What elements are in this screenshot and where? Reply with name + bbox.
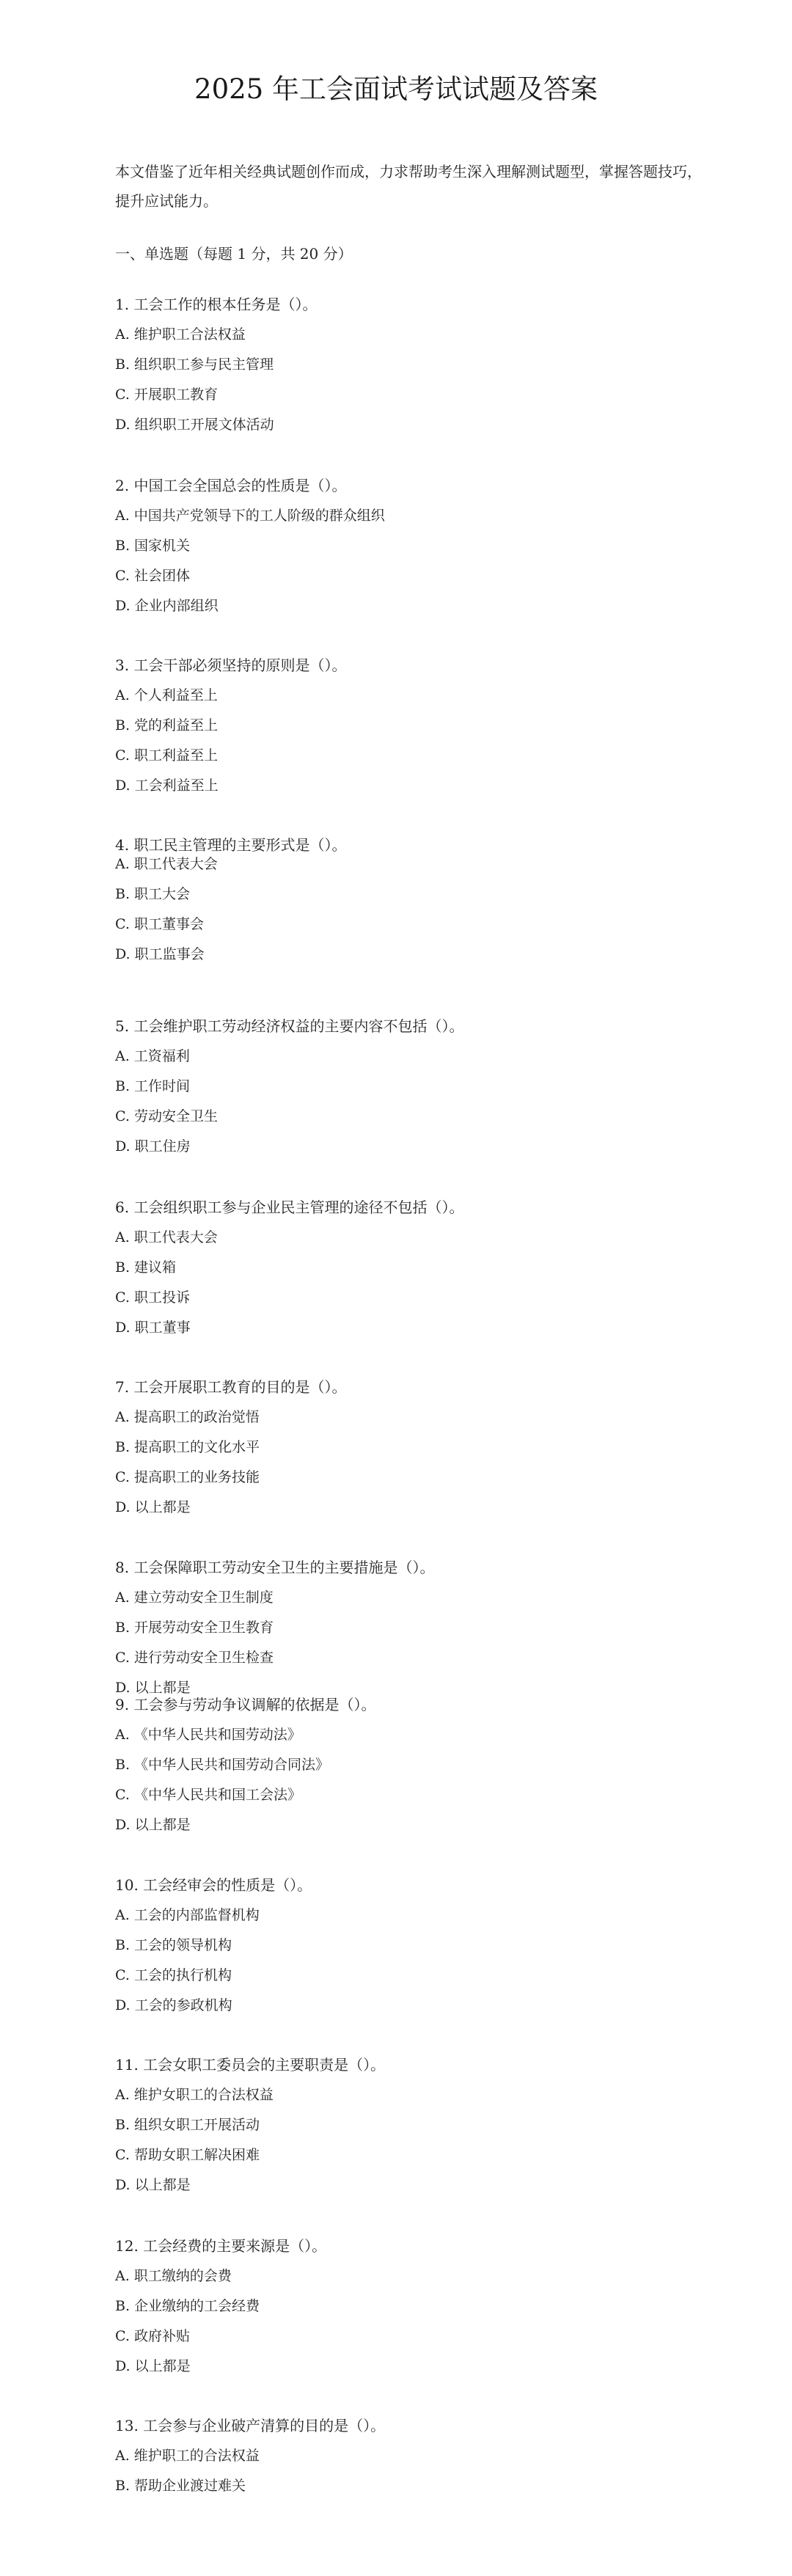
question-stem: 9. 工会参与劳动争议调解的依据是（）。 — [115, 1696, 376, 1713]
question-stem: 4. 职工民主管理的主要形式是（）。 — [115, 836, 347, 854]
option-a: A. 维护女职工的合法权益 — [115, 2087, 274, 2103]
question-13 — [115, 2415, 716, 2505]
question-stem: 1. 工会工作的根本任务是（）。 — [115, 296, 318, 313]
option-a: A. 工会的内部监督机构 — [115, 1907, 260, 1923]
section-heading: 一、单选题（每题 1 分，共 20 分） — [115, 245, 353, 263]
question-6 — [115, 1196, 716, 1347]
option-d: D. 职工监事会 — [115, 946, 205, 962]
option-a: A. 职工代表大会 — [115, 1229, 218, 1245]
question-8 — [115, 1556, 716, 1699]
option-d: D. 企业内部组织 — [115, 598, 219, 614]
option-a: A. 维护职工合法权益 — [115, 326, 246, 343]
option-d: D. 组织职工开展文体活动 — [115, 417, 274, 433]
question-stem: 10. 工会经审会的性质是（）。 — [115, 1876, 312, 1894]
option-d: D. 工会利益至上 — [115, 777, 219, 794]
option-b: B. 组织职工参与民主管理 — [115, 356, 274, 373]
option-b: B. 党的利益至上 — [115, 717, 219, 733]
option-d: D. 以上都是 — [115, 1817, 191, 1833]
option-d: D. 以上都是 — [115, 2358, 191, 2374]
option-c: C. 社会团体 — [115, 568, 190, 584]
option-d: D. 以上都是 — [115, 2177, 191, 2193]
option-c: C. 职工董事会 — [115, 916, 204, 932]
option-c: C. 《中华人民共和国工会法》 — [115, 1787, 301, 1803]
option-b: B. 帮助企业渡过难关 — [115, 2478, 246, 2494]
option-c: C. 职工利益至上 — [115, 747, 218, 764]
option-c: C. 帮助女职工解决困难 — [115, 2147, 260, 2163]
option-a: A. 工资福利 — [115, 1048, 190, 1064]
document-title: 2025 年工会面试考试试题及答案 — [194, 73, 598, 105]
option-a: A. 《中华人民共和国劳动法》 — [115, 1727, 301, 1743]
option-a: A. 职工缴纳的会费 — [115, 2268, 232, 2284]
option-b: B. 工作时间 — [115, 1078, 191, 1094]
option-b: B. 国家机关 — [115, 538, 191, 554]
option-b: B. 建议箱 — [115, 1259, 177, 1276]
question-stem: 2. 中国工会全国总会的性质是（）。 — [115, 477, 347, 494]
option-d: D. 职工住房 — [115, 1138, 191, 1155]
option-a: A. 建立劳动安全卫生制度 — [115, 1589, 274, 1606]
option-a: A. 职工代表大会 — [115, 856, 218, 872]
option-c: C. 工会的执行机构 — [115, 1967, 232, 1983]
question-4 — [115, 834, 716, 973]
option-b: B. 开展劳动安全卫生教育 — [115, 1620, 274, 1636]
intro-paragraph: 本文借鉴了近年相关经典试题创作而成，力求帮助考生深入理解测试题型，掌握答题技巧，提升应试能力。 — [115, 163, 702, 210]
option-c: C. 提高职工的业务技能 — [115, 1469, 260, 1485]
option-b: B. 企业缴纳的工会经费 — [115, 2298, 260, 2314]
question-stem: 12. 工会经费的主要来源是（）。 — [115, 2237, 327, 2255]
option-c: C. 政府补贴 — [115, 2328, 190, 2344]
question-stem: 7. 工会开展职工教育的目的是（）。 — [115, 1378, 347, 1396]
question-stem: 5. 工会维护职工劳动经济权益的主要内容不包括（）。 — [115, 1017, 464, 1035]
option-a: A. 个人利益至上 — [115, 687, 218, 703]
question-5 — [115, 1015, 716, 1166]
question-9 — [115, 1694, 716, 1844]
option-c: C. 进行劳动安全卫生检查 — [115, 1650, 274, 1666]
question-stem: 11. 工会女职工委员会的主要职责是（）。 — [115, 2056, 386, 2074]
option-b: B. 《中华人民共和国劳动合同法》 — [115, 1757, 330, 1773]
option-a: A. 提高职工的政治觉悟 — [115, 1409, 260, 1425]
option-d: D. 职工董事 — [115, 1320, 191, 1336]
question-stem: 13. 工会参与企业破产清算的目的是（）。 — [115, 2417, 386, 2434]
question-stem: 6. 工会组织职工参与企业民主管理的途径不包括（）。 — [115, 1199, 464, 1216]
option-a: A. 维护职工的合法权益 — [115, 2448, 260, 2464]
option-b: B. 工会的领导机构 — [115, 1937, 232, 1953]
option-b: B. 组织女职工开展活动 — [115, 2117, 260, 2133]
option-d: D. 以上都是 — [115, 1680, 191, 1696]
question-11 — [115, 2054, 716, 2204]
question-stem: 3. 工会干部必须坚持的原则是（）。 — [115, 656, 347, 674]
question-10 — [115, 1874, 716, 2024]
option-d: D. 以上都是 — [115, 1499, 191, 1515]
option-c: C. 劳动安全卫生 — [115, 1108, 218, 1124]
question-3 — [115, 654, 716, 805]
question-stem: 8. 工会保障职工劳动安全卫生的主要措施是（）。 — [115, 1559, 435, 1576]
option-a: A. 中国共产党领导下的工人阶级的群众组织 — [115, 508, 385, 524]
question-12 — [115, 2235, 716, 2385]
question-2 — [115, 475, 716, 625]
question-7 — [115, 1376, 716, 1526]
option-b: B. 职工大会 — [115, 886, 191, 902]
option-c: C. 职工投诉 — [115, 1289, 190, 1306]
option-d: D. 工会的参政机构 — [115, 1997, 232, 2013]
option-c: C. 开展职工教育 — [115, 387, 218, 403]
question-1 — [115, 293, 716, 444]
option-b: B. 提高职工的文化水平 — [115, 1439, 260, 1455]
